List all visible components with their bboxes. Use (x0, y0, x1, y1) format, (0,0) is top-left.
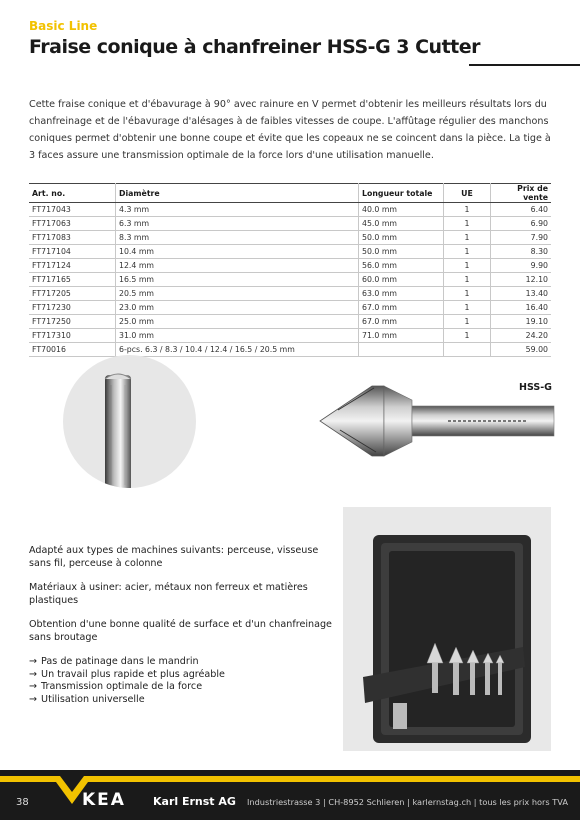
table-row (29, 343, 551, 357)
surface-text: Obtention d'une bonne qualité de surface et d'un chanfreinage sans broutage (29, 619, 332, 643)
machines-text: Adapté aux types de machines suivants: perceuse, visseuse sans fil, perceuse à colonne (29, 545, 319, 569)
cell-ue (444, 343, 491, 357)
cell-ue: 1 (444, 301, 491, 315)
cell-longueur: 67.0 mm (359, 301, 444, 315)
cell-diametre: 31.0 mm (116, 329, 359, 343)
arrow-right-icon: → (29, 681, 38, 692)
title-rule (469, 64, 580, 66)
cell-diametre: 23.0 mm (116, 301, 359, 315)
cell-prix: 9.90 (491, 259, 552, 273)
arrow-right-icon: → (29, 693, 38, 705)
table-row (29, 273, 551, 287)
cell-art-no: FT717205 (29, 287, 116, 301)
cell-longueur (359, 343, 444, 357)
table-row (29, 231, 551, 245)
cell-ue: 1 (444, 245, 491, 259)
header-ue: UE (444, 184, 491, 203)
cell-prix: 13.40 (491, 287, 552, 301)
materials-text: Matériaux à usiner: acier, métaux non ferreux et matières plastiques (29, 582, 308, 606)
benefit-text: Un travail plus rapide et plus agréable (41, 668, 225, 680)
header-diametre: Diamètre (116, 184, 359, 203)
cell-prix: 12.10 (491, 273, 552, 287)
company-name: Karl Ernst AG (153, 795, 236, 808)
cell-art-no: FT717043 (29, 203, 116, 217)
kea-logo: KEA (82, 790, 126, 810)
table-row (29, 245, 551, 259)
cell-longueur: 50.0 mm (359, 231, 444, 245)
cell-ue: 1 (444, 203, 491, 217)
cell-longueur: 67.0 mm (359, 315, 444, 329)
cell-ue: 1 (444, 315, 491, 329)
table-row (29, 315, 551, 329)
cell-diametre: 10.4 mm (116, 245, 359, 259)
cell-diametre: 12.4 mm (116, 259, 359, 273)
table-row (29, 301, 551, 315)
cell-diametre: 6.3 mm (116, 217, 359, 231)
table-header-row (29, 184, 551, 203)
benefit-text: Utilisation universelle (41, 693, 145, 705)
arrow-right-icon: → (29, 656, 38, 667)
benefits-list (29, 656, 334, 706)
header-longueur: Longueur totale (359, 184, 444, 203)
table-row (29, 203, 551, 217)
table-row (29, 329, 551, 343)
intro-paragraph: Cette fraise conique et d'ébavurage à 90° avec rainure en V permet d'obtenir les meilleurs résultats lors du chanfreinage et de l'ébavurage d'alésages à de faibles vitesses de coupe. L'affûtage régulier des manchons coniques permet d'obtenir une bonne coupe et évite que les copeaux ne se coincent dans la pièce. La tige à 3 faces assure une transmission optimale de la force lors d'une utilisation manuelle. (29, 99, 551, 161)
arrow-right-icon: → (29, 668, 38, 680)
cell-diametre: 4.3 mm (116, 203, 359, 217)
cell-art-no: FT717230 (29, 301, 116, 315)
cell-longueur: 63.0 mm (359, 287, 444, 301)
cell-art-no: FT717104 (29, 245, 116, 259)
cell-prix: 16.40 (491, 301, 552, 315)
page-title: Fraise conique à chanfreiner HSS-G 3 Cutter (29, 36, 481, 58)
cell-ue: 1 (444, 217, 491, 231)
cell-prix: 19.10 (491, 315, 552, 329)
cell-longueur: 56.0 mm (359, 259, 444, 273)
cell-ue: 1 (444, 287, 491, 301)
cell-art-no: FT717250 (29, 315, 116, 329)
benefit-item (29, 694, 334, 707)
cell-art-no: FT717124 (29, 259, 116, 273)
table-row (29, 287, 551, 301)
header-art-no: Art. no. (29, 184, 116, 203)
cell-prix: 6.90 (491, 217, 552, 231)
cell-diametre: 6-pcs. 6.3 / 8.3 / 10.4 / 12.4 / 16.5 / 20.5 mm (116, 343, 359, 357)
cell-diametre: 16.5 mm (116, 273, 359, 287)
header-prix: Prix de vente (491, 184, 552, 203)
cell-ue: 1 (444, 273, 491, 287)
cell-ue: 1 (444, 329, 491, 343)
cell-longueur: 60.0 mm (359, 273, 444, 287)
benefit-item (29, 656, 334, 669)
table-row (29, 259, 551, 273)
benefit-item (29, 669, 334, 682)
features-section (29, 545, 334, 706)
cell-art-no: FT717063 (29, 217, 116, 231)
cell-longueur: 50.0 mm (359, 245, 444, 259)
cell-diametre: 8.3 mm (116, 231, 359, 245)
cell-art-no: FT717310 (29, 329, 116, 343)
cell-diametre: 25.0 mm (116, 315, 359, 329)
cell-ue: 1 (444, 231, 491, 245)
cell-prix: 7.90 (491, 231, 552, 245)
product-label: HSS-G (519, 382, 552, 393)
cell-art-no: FT717083 (29, 231, 116, 245)
countersink-set-image (343, 507, 551, 751)
cell-longueur: 71.0 mm (359, 329, 444, 343)
cell-longueur: 45.0 mm (359, 217, 444, 231)
countersink-drill-image (318, 380, 558, 466)
shank-detail-image (63, 355, 196, 488)
cell-ue: 1 (444, 259, 491, 273)
cell-diametre: 20.5 mm (116, 287, 359, 301)
footer-info: Industriestrasse 3 | CH-8952 Schlieren | karlernstag.ch | tous les prix hors TVA (247, 797, 568, 807)
cell-prix: 24.20 (491, 329, 552, 343)
cell-prix: 8.30 (491, 245, 552, 259)
page-number: 38 (16, 797, 29, 808)
product-table (29, 183, 551, 357)
cell-prix: 6.40 (491, 203, 552, 217)
cell-prix: 59.00 (491, 343, 552, 357)
cell-art-no: FT70016 (29, 343, 116, 357)
benefit-text: Pas de patinage dans le mandrin (41, 656, 199, 667)
brand-line: Basic Line (29, 19, 98, 33)
benefit-item (29, 681, 334, 694)
cell-longueur: 40.0 mm (359, 203, 444, 217)
benefit-text: Transmission optimale de la force (41, 681, 203, 692)
cell-art-no: FT717165 (29, 273, 116, 287)
table-row (29, 217, 551, 231)
